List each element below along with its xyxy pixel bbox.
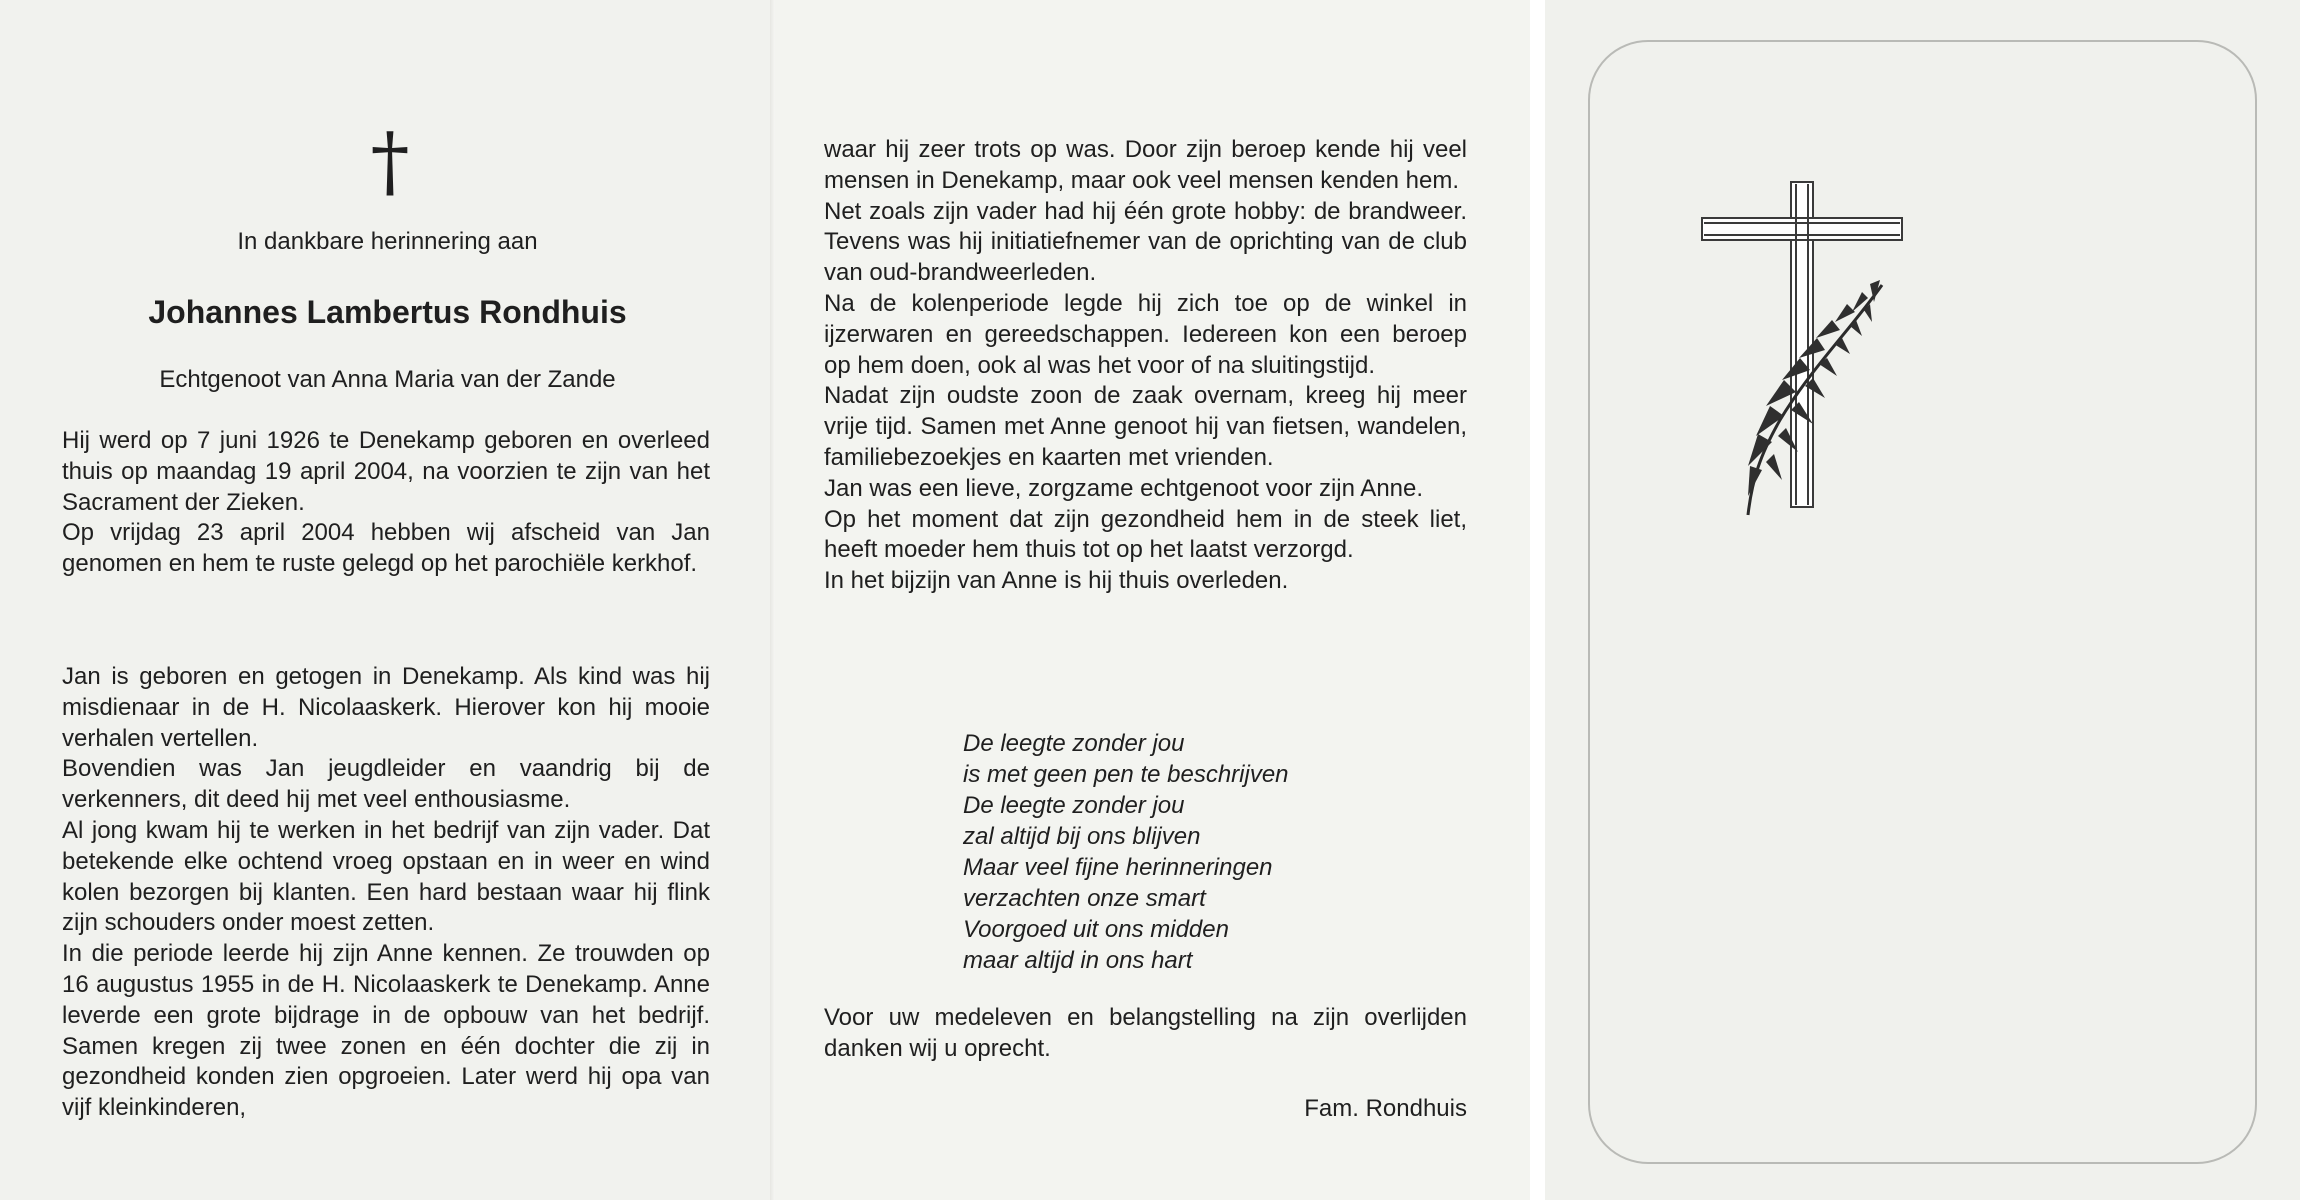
paragraph: Na de kolenperiode legde hij zich toe op de winkel in ijzerwaren en gereedschappen. Iedereen kon een beroep op hem doen, ook al was het voor of na sluitingstijd. — [824, 289, 1467, 379]
cross-with-palm-icon — [1690, 170, 1910, 530]
poem-line: maar altijd in ons hart — [963, 947, 1193, 974]
signature: Fam. Rondhuis — [1304, 1095, 1467, 1122]
memorial-poem — [963, 728, 1289, 976]
intro-paragraph — [62, 426, 710, 580]
deceased-name: Johannes Lambertus Rondhuis — [148, 294, 627, 330]
cross-symbol: † — [370, 117, 410, 207]
card-border — [1588, 40, 2257, 1164]
paragraph: Al jong kwam hij te werken in het bedrijf van zijn vader. Dat betekende elke ochtend vroeg opstaan en in weer en wind kolen bezorgen bij klanten. Een hard bestaan waar hij flink zijn schouders onder moest zetten. — [62, 816, 710, 937]
poem-line: Voorgoed uit ons midden — [963, 916, 1229, 943]
poem-line: De leegte zonder jou — [963, 792, 1185, 819]
page-gap — [1530, 0, 1545, 1200]
paragraph: Nadat zijn oudste zoon de zaak overnam, kreeg hij meer vrije tijd. Samen met Anne genoot hij van fietsen, wandelen, familiebezoekjes en kaarten met vrienden. — [824, 382, 1467, 471]
biography-continued — [824, 135, 1467, 597]
paragraph: Net zoals zijn vader had hij één grote hobby: de brandweer. Tevens was hij initiatiefnemer van de oprichting van de club van oud-brandweerleden. — [824, 197, 1467, 287]
poem-line: verzachten onze smart — [963, 885, 1206, 912]
paragraph: In die periode leerde hij zijn Anne kennen. Ze trouwden op 16 augustus 1955 in de H. Nicolaaskerk te Denekamp. Anne leverde een grote bijdrage in de opbouw van het bedrijf. Samen kregen zij twee zonen en één dochter die zij in gezondheid konden zien opgroeien. Later werd hij opa van vijf kleinkinderen, — [62, 940, 710, 1122]
poem-line: is met geen pen te beschrijven — [963, 761, 1289, 788]
paragraph: Jan is geboren en getogen in Denekamp. Als kind was hij misdienaar in de H. Nicolaaskerk. Hierover kon hij mooie verhalen vertellen. — [62, 663, 710, 752]
paragraph: In het bijzijn van Anne is hij thuis overleden. — [824, 567, 1289, 595]
poem-line: Maar veel fijne herinneringen — [963, 854, 1273, 881]
poem-line: zal altijd bij ons blijven — [963, 823, 1201, 850]
intro-text: In dankbare herinnering aan — [237, 228, 538, 255]
biography-paragraph — [62, 662, 710, 1124]
thanks-text: Voor uw medeleven en belangstelling na zijn overlijden danken wij u oprecht. — [824, 1004, 1467, 1062]
paragraph: Op vrijdag 23 april 2004 hebben wij afscheid van Jan genomen en hem te ruste gelegd op het parochiële kerkhof. — [62, 519, 710, 578]
paragraph: Jan was een lieve, zorgzame echtgenoot voor zijn Anne. — [824, 474, 1424, 502]
poem-line: De leegte zonder jou — [963, 730, 1185, 757]
paragraph: Op het moment dat zijn gezondheid hem in de steek liet, heeft moeder hem thuis tot op het laatst verzorgd. — [824, 505, 1467, 564]
paragraph: waar hij zeer trots op was. Door zijn beroep kende hij veel mensen in Denekamp, maar ook veel mensen kenden hem. — [824, 136, 1467, 194]
paragraph: Hij werd op 7 juni 1926 te Denekamp geboren en overleed thuis op maandag 19 april 2004, na voorzien te zijn van het Sacrament der Zieken. — [62, 427, 710, 516]
paragraph: Bovendien was Jan jeugdleider en vaandrig bij de verkenners, dit deed hij met veel enthousiasme. — [62, 755, 710, 814]
spouse-text: Echtgenoot van Anna Maria van der Zande — [159, 366, 616, 393]
